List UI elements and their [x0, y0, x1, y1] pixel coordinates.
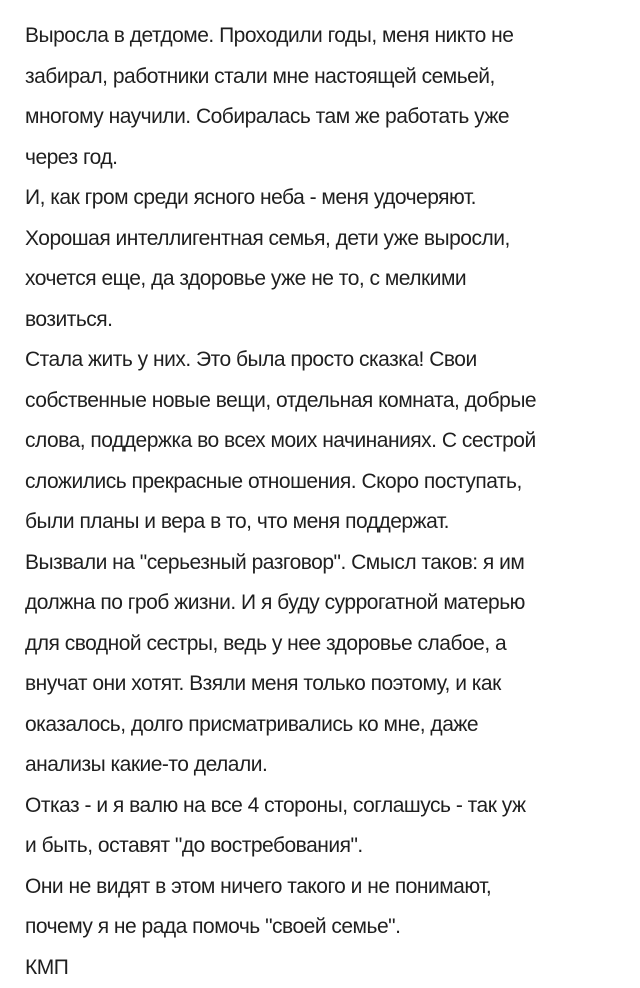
text-line: собственные новые вещи, отдельная комната, добрые — [25, 388, 537, 412]
text-line: многому научили. Собиралась там же работать уже — [25, 105, 510, 128]
text-line: слова, поддержка во всех моих начинаниях. С сестрой — [25, 429, 536, 452]
text-line: Они не видят в этом ничего такого и не понимают, — [25, 874, 492, 898]
text-line: и быть, оставят "до востребования". — [25, 834, 363, 857]
text-line: Вызвали на "серьезный разговор". Смысл таков: я им — [25, 550, 525, 574]
text-line: через год. — [25, 145, 118, 169]
text-line: хочется еще, да здоровье уже не то, с мелкими — [25, 267, 467, 290]
text-line: Отказ - и я валю на все 4 стороны, соглашусь - так уж — [25, 793, 526, 817]
text-line: для сводной сестры, ведь у нее здоровье слабое, а — [25, 631, 507, 655]
text-line: И, как гром среди ясного неба - меня удочеряют. — [25, 186, 476, 209]
text-line: почему я не рада помочь "своей семье". — [25, 915, 401, 938]
text-line: забирал, работники стали мне настоящей семьей, — [25, 64, 495, 88]
text-line: Стала жить у них. Это была просто сказка! Свои — [25, 348, 477, 371]
signature: КМП — [25, 955, 69, 979]
text-line: должна по гроб жизни. И я буду суррогатной матерью — [25, 591, 525, 614]
text-line: Выросла в детдоме. Проходили годы, меня никто не — [25, 24, 514, 47]
text-line: внучат они хотят. Взяли меня только поэтому, и как — [25, 672, 501, 695]
text-line: были планы и вера в то, что меня поддержат. — [25, 510, 449, 533]
text-line: анализы какие-то делали. — [25, 753, 268, 776]
text-line: оказалось, долго присматривались ко мне, даже — [25, 712, 479, 736]
post-body — [25, 16, 635, 988]
text-line: возиться. — [25, 307, 113, 331]
text-line: Хорошая интеллигентная семья, дети уже выросли, — [25, 226, 510, 250]
text-line: сложились прекрасные отношения. Скоро поступать, — [25, 469, 522, 493]
